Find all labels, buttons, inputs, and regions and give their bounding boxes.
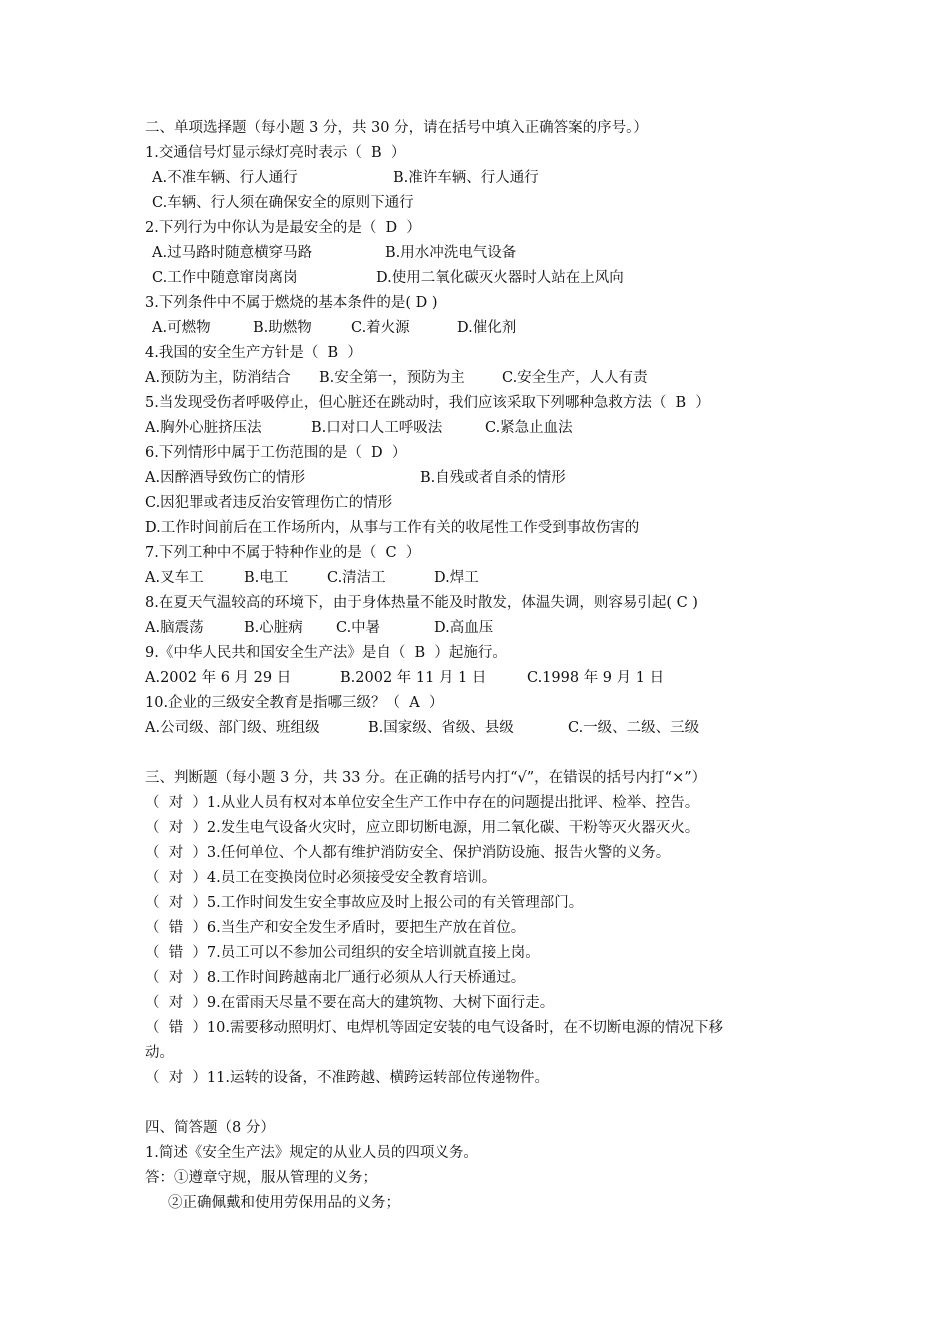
q3-option-c: C.着火源 — [351, 320, 410, 336]
q8-stem: 8.在夏天气温较高的环境下，由于身体热量不能及时散发，体温失调，则容易引起( C ) — [145, 595, 698, 611]
short-answer-question: 1.简述《安全生产法》规定的从业人员的四项义务。 — [145, 1145, 478, 1161]
judgment-item: （ 对 ）1.从业人员有权对本单位安全生产工作中存在的问题提出批评、检举、控告。 — [145, 795, 700, 811]
q2-stem: 2.下列行为中你认为是最安全的是（ D ） — [145, 220, 421, 236]
q4-option-b: B.安全第一，预防为主 — [319, 370, 465, 386]
q4-option-c: C.安全生产，人人有责 — [502, 370, 648, 386]
q10-option-a: A.公司级、部门级、班组级 — [145, 720, 320, 736]
judgment-item: （ 对 ）2.发生电气设备火灾时，应立即切断电源，用二氧化碳、干粉等灭火器灭火。 — [145, 820, 700, 836]
section4-heading: 四、简答题（8 分） — [145, 1120, 275, 1136]
answer-line-1: 答：①遵章守规，服从管理的义务； — [145, 1170, 377, 1186]
q5-stem: 5.当发现受伤者呼吸停止，但心脏还在跳动时，我们应该采取下列哪种急救方法（ B ） — [145, 395, 710, 411]
q3-option-d: D.催化剂 — [457, 320, 517, 336]
section3-heading: 三、判断题（每小题 3 分，共 33 分。在正确的括号内打“√”，在错误的括号内打“×”） — [145, 770, 707, 786]
q5-option-c: C.紧急止血法 — [485, 420, 573, 436]
q7-option-b: B.电工 — [244, 570, 289, 586]
q3-stem: 3.下列条件中不属于燃烧的基本条件的是( D ) — [145, 295, 438, 311]
q7-option-d: D.焊工 — [434, 570, 479, 586]
q6-stem: 6.下列情形中属于工伤范围的是（ D ） — [145, 445, 407, 461]
q10-stem: 10.企业的三级安全教育是指哪三级？（ A ） — [145, 695, 444, 711]
q5-option-b: B.口对口人工呼吸法 — [311, 420, 443, 436]
q6-option-d: D.工作时间前后在工作场所内，从事与工作有关的收尾性工作受到事故伤害的 — [145, 520, 640, 536]
q10-option-b: B.国家级、省级、县级 — [368, 720, 514, 736]
judgment-item-continuation: 动。 — [145, 1045, 174, 1061]
q3-option-a: A.可燃物 — [152, 320, 211, 336]
q4-option-a: A.预防为主，防消结合 — [145, 370, 291, 386]
q6-option-a: A.因醉酒导致伤亡的情形 — [145, 470, 306, 486]
q9-option-c: C.1998 年 9 月 1 日 — [527, 670, 665, 686]
q6-option-b: B.自残或者自杀的情形 — [420, 470, 566, 486]
judgment-item: （ 错 ）7.员工可以不参加公司组织的安全培训就直接上岗。 — [145, 945, 540, 961]
section2-heading: 二、单项选择题（每小题 3 分，共 30 分，请在括号中填入正确答案的序号。） — [145, 120, 648, 136]
judgment-item: （ 对 ）8.工作时间跨越南北厂通行必须从人行天桥通过。 — [145, 970, 526, 986]
q8-option-d: D.高血压 — [434, 620, 494, 636]
q5-option-a: A.胸外心脏挤压法 — [145, 420, 262, 436]
q1-option-c: C.车辆、行人须在确保安全的原则下通行 — [152, 195, 414, 211]
answer-line-2: ②正确佩戴和使用劳保用品的义务； — [168, 1195, 400, 1211]
q8-option-b: B.心脏病 — [244, 620, 303, 636]
judgment-item: （ 对 ）11.运转的设备，不准跨越、横跨运转部位传递物件。 — [145, 1070, 549, 1086]
q6-option-c: C.因犯罪或者违反治安管理伤亡的情形 — [145, 495, 393, 511]
judgment-item: （ 对 ）5.工作时间发生安全事故应及时上报公司的有关管理部门。 — [145, 895, 584, 911]
q1-option-a: A.不准车辆、行人通行 — [152, 170, 298, 186]
judgment-item: （ 错 ）6.当生产和安全发生矛盾时，要把生产放在首位。 — [145, 920, 526, 936]
q9-stem: 9.《中华人民共和国安全生产法》是自（ B ）起施行。 — [145, 645, 507, 661]
q2-option-c: C.工作中随意窜岗离岗 — [152, 270, 298, 286]
q9-option-b: B.2002 年 11 月 1 日 — [340, 670, 487, 686]
judgment-item: （ 对 ）4.员工在变换岗位时必须接受安全教育培训。 — [145, 870, 497, 886]
q4-stem: 4.我国的安全生产方针是（ B ） — [145, 345, 362, 361]
q7-option-a: A.叉车工 — [145, 570, 204, 586]
q9-option-a: A.2002 年 6 月 29 日 — [145, 670, 292, 686]
q8-option-c: C.中暑 — [336, 620, 381, 636]
q8-option-a: A.脑震荡 — [145, 620, 204, 636]
judgment-item: （ 对 ）9.在雷雨天尽量不要在高大的建筑物、大树下面行走。 — [145, 995, 555, 1011]
q2-option-a: A.过马路时随意横穿马路 — [152, 245, 313, 261]
q10-option-c: C.一级、二级、三级 — [568, 720, 700, 736]
q7-option-c: C.清洁工 — [327, 570, 386, 586]
q1-option-b: B.准许车辆、行人通行 — [393, 170, 539, 186]
q1-stem: 1.交通信号灯显示绿灯亮时表示（ B ） — [145, 145, 406, 161]
q3-option-b: B.助燃物 — [253, 320, 312, 336]
judgment-item: （ 错 ）10.需要移动照明灯、电焊机等固定安装的电气设备时，在不切断电源的情况下移 — [145, 1020, 723, 1036]
q7-stem: 7.下列工种中不属于特种作业的是（ C ） — [145, 545, 421, 561]
q2-option-b: B.用水冲洗电气设备 — [385, 245, 517, 261]
q2-option-d: D.使用二氧化碳灭火器时人站在上风向 — [376, 270, 624, 286]
judgment-item: （ 对 ）3.任何单位、个人都有维护消防安全、保护消防设施、报告火警的义务。 — [145, 845, 671, 861]
